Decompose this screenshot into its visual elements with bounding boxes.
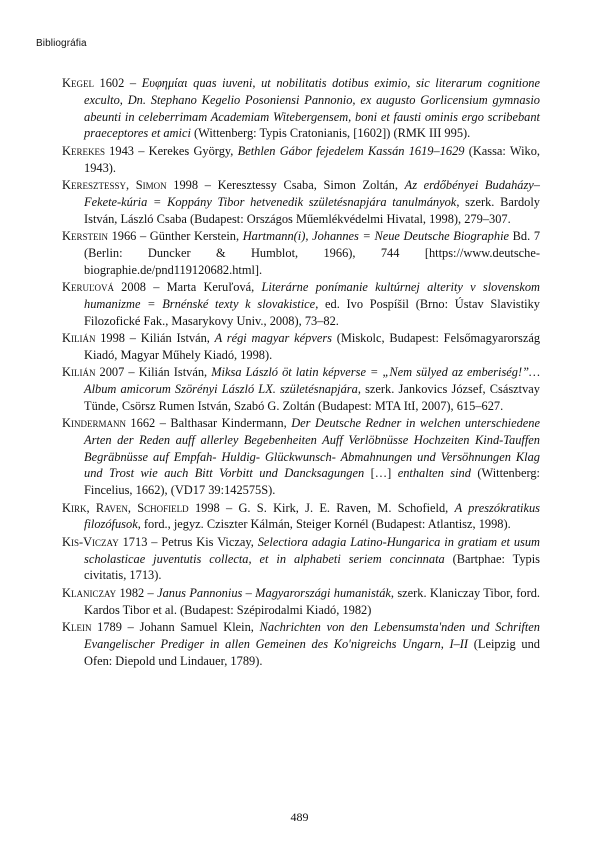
bibliography-entry bbox=[62, 228, 540, 278]
entry-details: […] bbox=[364, 466, 398, 481]
entry-details: (Leipzig und Ofen: Diepold und Lindauer, 1789). bbox=[84, 636, 540, 668]
entry-separator: – bbox=[155, 416, 171, 431]
entry-separator: – bbox=[124, 365, 139, 380]
entry-details: , ford., jegyz. Cziszter Kálmán, Steiger Kornél (Budapest: Atlantisz, 1998). bbox=[137, 517, 511, 532]
entry-key: Kerekes 1943 bbox=[62, 143, 134, 158]
entry-author: Günther Kerstein, bbox=[149, 228, 243, 243]
entry-author: Marta Keruľová, bbox=[166, 279, 262, 294]
entry-details: (Wittenberg: Typis Cratonianis, [1602]) (RMK III 995). bbox=[190, 126, 471, 141]
entry-key: Kis-Viczay 1713 bbox=[62, 534, 148, 549]
entry-separator: – bbox=[144, 585, 158, 600]
entry-title: Nachrichten von den Lebensumsta'nden und Schriften Evangelischer Prediger in allen Gemeinen des Ko'nigreichs Ungarn, I–II bbox=[84, 620, 540, 651]
entry-details: , szerk. Jankovics József, Császtvay Tünde, Csörsz Rumen István, Szabó G. Zoltán (Budapest: MTA ItI, 2007), 615–627. bbox=[84, 381, 541, 413]
entry-key: Klein 1789 bbox=[62, 620, 122, 635]
entry-title: Hartmann(i), Johannes = Neue Deutsche Biographie bbox=[242, 228, 510, 243]
entry-key: Kegel 1602 bbox=[62, 76, 125, 90]
entry-author: Kerekes György, bbox=[148, 143, 238, 158]
bibliography-entry bbox=[62, 500, 540, 534]
entry-key: Klaniczay 1982 bbox=[62, 585, 145, 600]
entry-title: Bethlen Gábor fejedelem Kassán 1619–1629 bbox=[237, 143, 465, 158]
bibliography-entry bbox=[62, 143, 540, 177]
entry-title: A preszókratikus filozófusok bbox=[84, 500, 540, 532]
entry-details: (Wittenberg: Fincelius, 1662), (VD17 39:142575S). bbox=[84, 466, 540, 498]
page-number: 489 bbox=[290, 810, 309, 824]
entry-author: Kilián István, bbox=[140, 330, 215, 345]
running-header: Bibliográfia bbox=[36, 38, 87, 49]
entry-author: Keresztessy Csaba, Simon Zoltán, bbox=[217, 177, 405, 192]
entry-title: Az erdőbényei Budaházy–Fekete-kúria = Koppány Tibor hetvenedik születésnapjára tanulmányok bbox=[84, 177, 540, 209]
entry-title: Ευφημίαι quas iuveni, ut nobilitatis dotibus eximio, sic literarum cognitione exculto, Dn. Stephano Kegelio Posoniensi Pannonio, ex augusto Gorlicensium gymnasio abeunti in celeberrimam Academiam Witebergensem, boni et fausti ominis ergo scribebant praeceptores et amici bbox=[84, 76, 540, 141]
entry-details: , szerk. Bardoly István, László Csaba (Budapest: Országos Műemlékvédelmi Hivatal, 1998), 279–307. bbox=[84, 194, 540, 226]
entry-separator: – bbox=[145, 279, 167, 294]
entry-title: Der Deutsche Redner in welchen unterschiedene Arten der Reden auff allerley Begebenheiten Auff Verlöbnüsse Hochzeiten Kind-Tauffen Begräbnüsse auf Empfah- Huldig- Glückwunsch- Abmahnungen und Versöhnungen Klag und Trost wie auch Bitt Vorbitt und Dancksagungen bbox=[84, 416, 540, 481]
entry-details: Bd. 7 (Berlin: Duncker & Humblot, 1966), 744 [https://www.deutsche-biographie.de/pnd119120682.html]. bbox=[84, 228, 541, 277]
entry-key: Kilián 1998 bbox=[62, 330, 125, 345]
entry-details: (Bartphae: Typis civitatis, 1713). bbox=[84, 551, 540, 583]
entry-title: enthalten sind bbox=[397, 466, 471, 481]
entry-title: Miksa László öt latin képverse = „Nem sülyed az emberiség!”… Album amicorum Szörényi László LX. születésnapjára bbox=[84, 365, 540, 396]
entry-key: Kerstein 1966 bbox=[62, 228, 137, 243]
bibliography-entry bbox=[62, 364, 540, 414]
bibliography-entry bbox=[62, 75, 540, 142]
entry-author: Petrus Kis Viczay, bbox=[161, 534, 258, 549]
entry-details: , ed. Ivo Pospíšil (Brno: Ústav Slavistiky Filozofické Fak., Masarykovy Univ., 2008), 73–82. bbox=[84, 296, 540, 328]
bibliography-entry bbox=[62, 534, 540, 584]
entry-key: Kindermann 1662 bbox=[62, 416, 156, 431]
entry-title: Janus Pannonius – Magyarországi humanisták bbox=[157, 585, 391, 600]
entry-title: A régi magyar képvers bbox=[214, 330, 332, 345]
bibliography-entry bbox=[62, 177, 540, 227]
bibliography-list bbox=[62, 75, 540, 670]
bibliography-entry bbox=[62, 585, 540, 619]
entry-key: Kirk, Raven, Schofield 1998 bbox=[62, 500, 220, 515]
entry-author: Balthasar Kindermann, bbox=[170, 416, 292, 431]
bibliography-entry bbox=[62, 330, 540, 364]
entry-key: Keresztessy, Simon 1998 bbox=[62, 177, 199, 192]
entry-separator: – bbox=[121, 620, 140, 635]
entry-separator: – bbox=[147, 534, 162, 549]
bibliography-entry bbox=[62, 415, 540, 499]
entry-separator: – bbox=[133, 143, 149, 158]
entry-separator: – bbox=[198, 177, 218, 192]
bibliography-entry bbox=[62, 619, 540, 669]
entry-details: (Miskolc, Budapest: Felsőmagyarország Kiadó, Magyar Műhely Kiadó, 1998). bbox=[84, 330, 541, 362]
entry-details: , szerk. Klaniczay Tibor, ford. Kardos Tibor et al. (Budapest: Szépirodalmi Kiadó, 1982) bbox=[84, 585, 541, 617]
bibliography-entry bbox=[62, 279, 540, 329]
entry-key: Kilián 2007 bbox=[62, 365, 125, 380]
entry-separator: – bbox=[125, 330, 141, 345]
entry-separator: – bbox=[124, 76, 142, 90]
entry-author: Johann Samuel Klein, bbox=[139, 620, 260, 635]
entry-details: (Kassa: Wiko, 1943). bbox=[84, 143, 541, 175]
entry-title: Selectiora adagia Latino-Hungarica in gratiam et usum scholasticae juventutis collecta, et in alphabeti seriem concinnata bbox=[84, 534, 540, 566]
entry-separator: – bbox=[219, 500, 239, 515]
entry-separator: – bbox=[136, 228, 150, 243]
entry-title: Literárne ponímanie kultúrnej alterity v slovenskom humanizme = Brnénské texty k slovakistice bbox=[84, 279, 541, 311]
entry-author: Kilián István, bbox=[138, 365, 212, 380]
entry-author: G. S. Kirk, J. E. Raven, M. Schofield, bbox=[238, 500, 455, 515]
entry-key: Keruľová 2008 bbox=[62, 279, 146, 294]
